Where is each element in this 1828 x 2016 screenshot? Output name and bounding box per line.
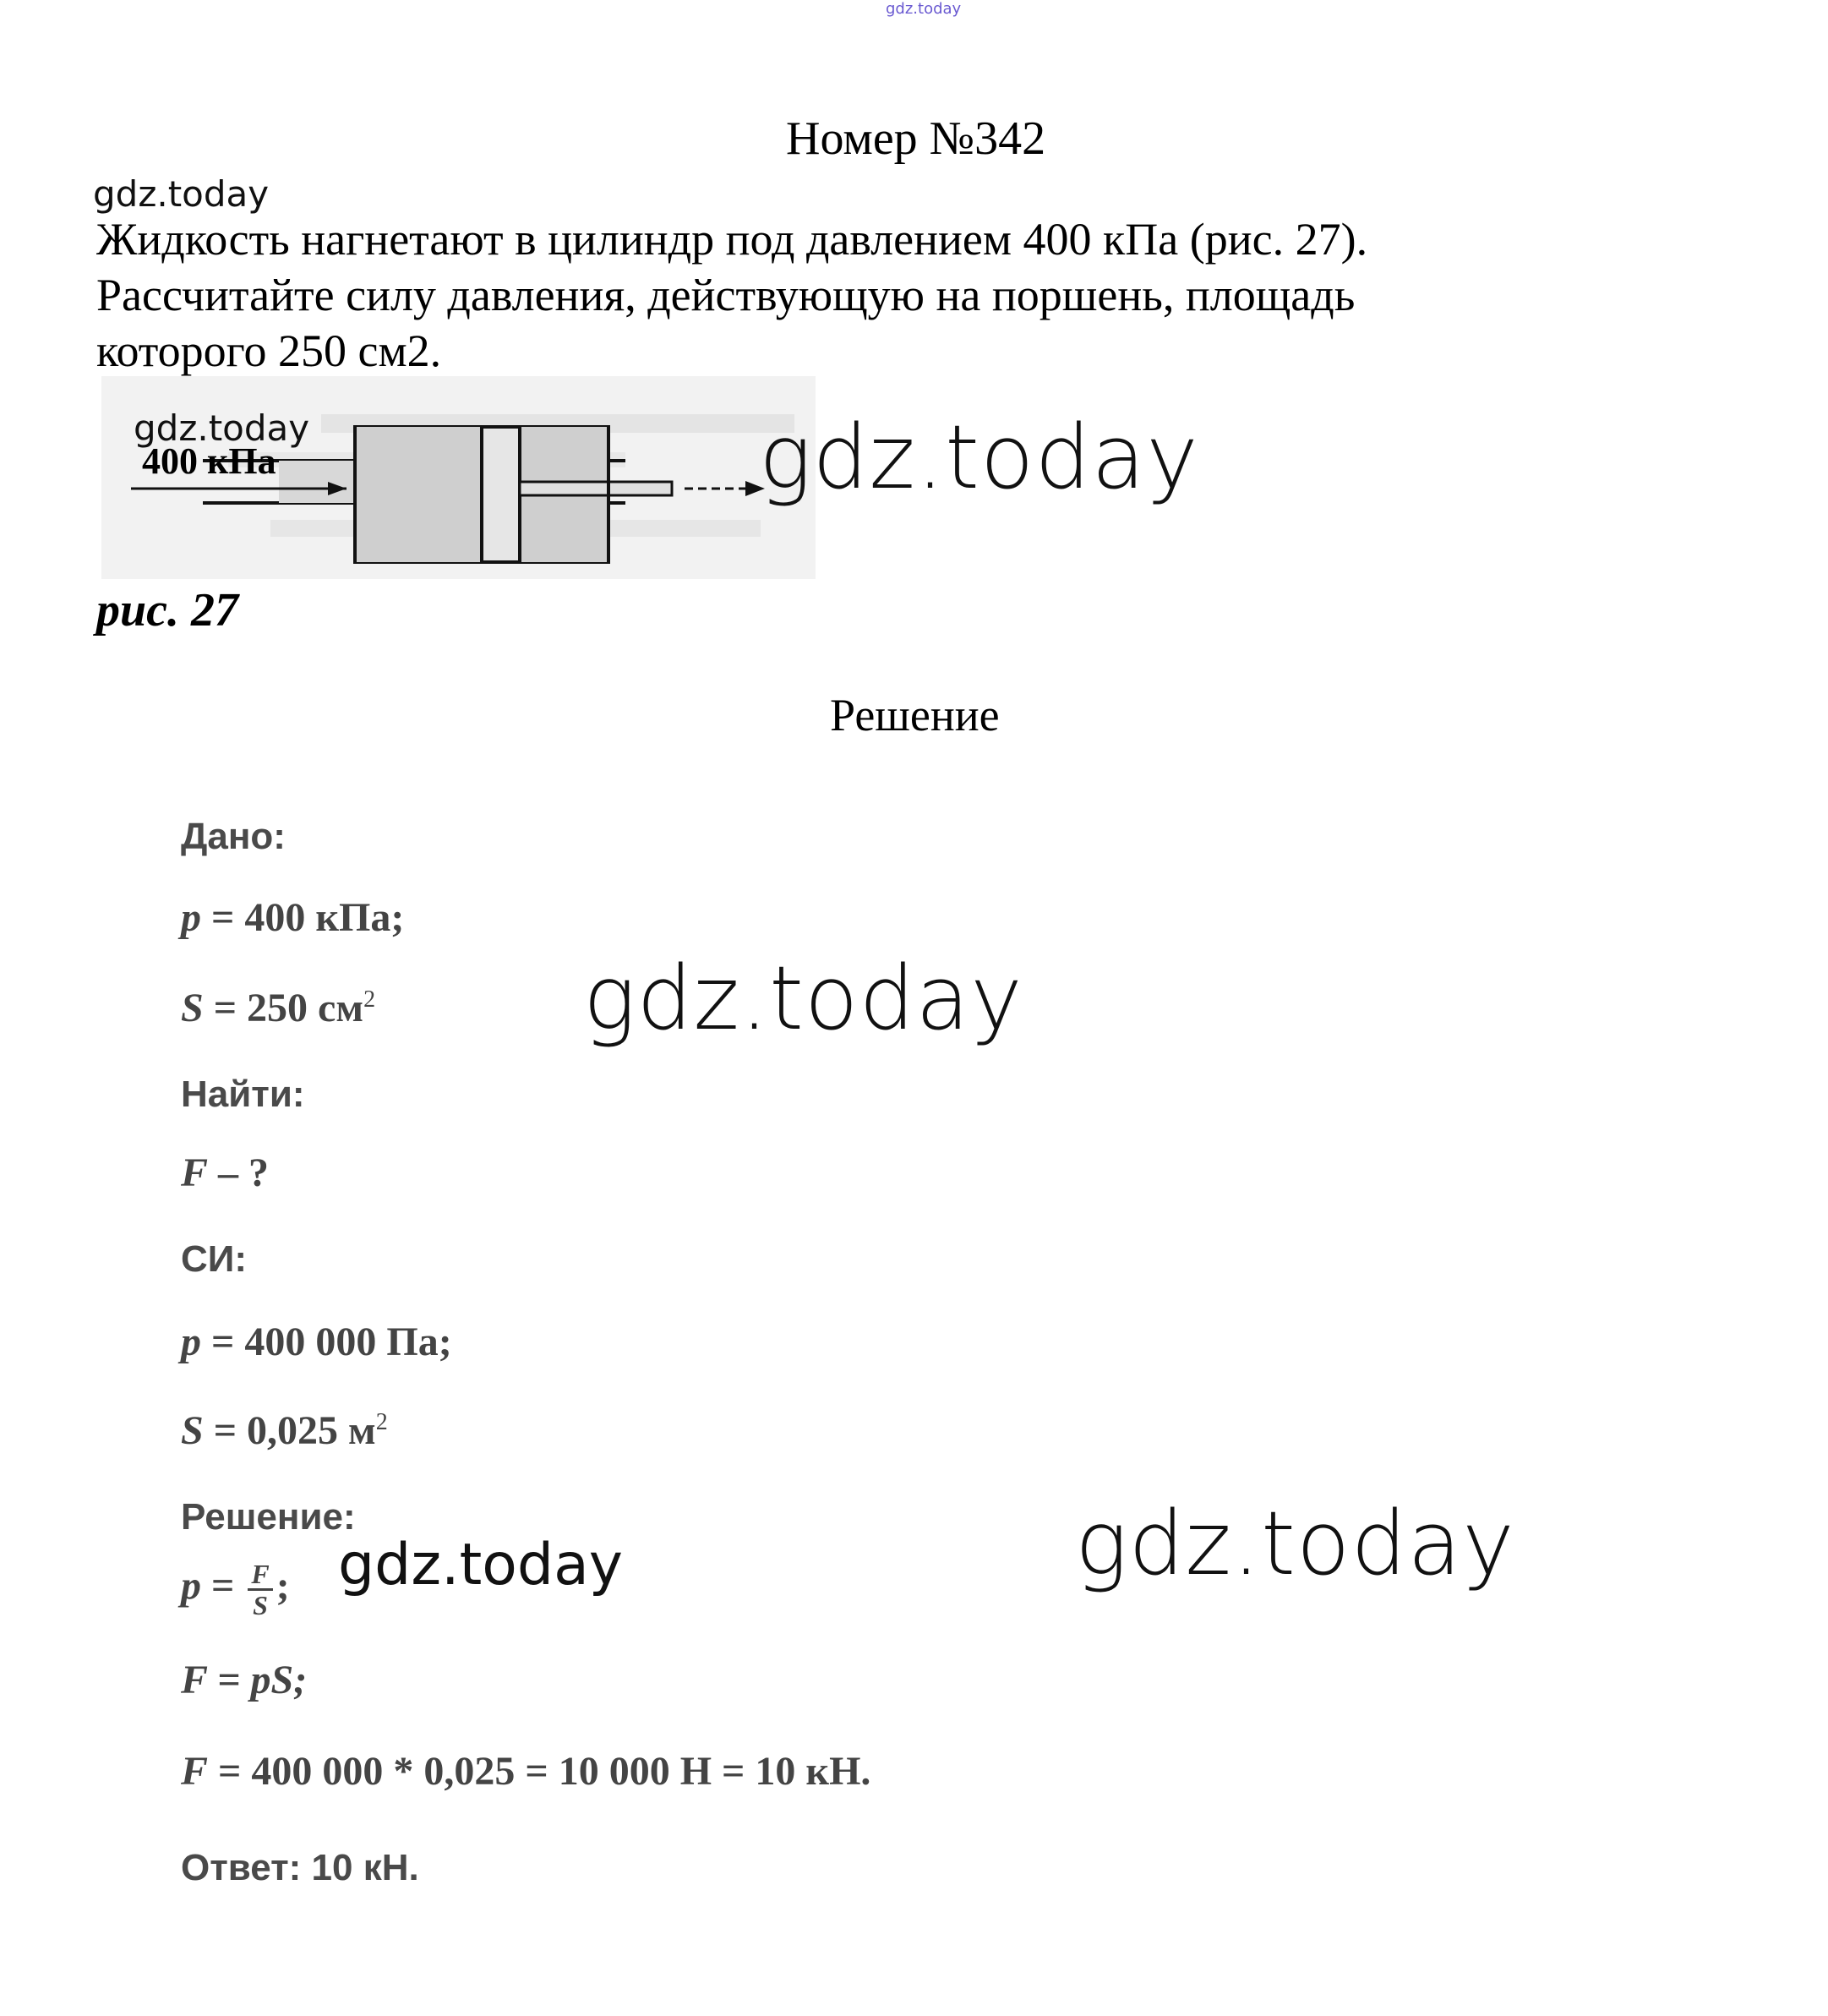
given-label: Дано:: [181, 816, 286, 857]
fraction-denominator: S: [253, 1590, 268, 1620]
calc-value: = 400 000 * 0,025 = 10 000 Н = 10 кН.: [208, 1749, 871, 1794]
si-p-value: = 400 000 Па;: [201, 1319, 452, 1364]
problem-text: [96, 211, 1584, 379]
watermark-problem: gdz.today: [93, 173, 270, 215]
si-s: [181, 1407, 388, 1454]
watermark-top: gdz.today: [886, 0, 962, 18]
problem-line-1: Жидкость нагнетают в цилиндр под давлением 400 кПа (рис. 27).: [96, 214, 1368, 265]
formula-pressure: [181, 1560, 290, 1620]
var-p: p: [181, 895, 201, 940]
si-var-p: p: [181, 1319, 201, 1364]
formula-equals: =: [201, 1563, 245, 1609]
find-f: [181, 1150, 269, 1196]
fraction-numerator: F: [248, 1560, 272, 1591]
si-s-exponent: 2: [375, 1409, 388, 1435]
problem-line-2: Рассчитайте силу давления, действующую на поршень, площадь: [96, 270, 1356, 320]
given-s: [181, 985, 375, 1031]
pressure-label: 400 кПа: [142, 440, 276, 482]
given-p: [181, 894, 404, 941]
watermark-solution: gdz.today: [583, 947, 1023, 1050]
fraction-f-over-s: [248, 1560, 272, 1620]
var-f: F: [181, 1150, 209, 1195]
si-s-value: = 0,025 м: [203, 1408, 376, 1453]
si-var-s: S: [181, 1408, 204, 1453]
calc-var-f: F: [181, 1749, 209, 1794]
given-s-value: = 250 см: [203, 986, 364, 1030]
figure-caption: рис. 27: [96, 584, 238, 636]
si-label: СИ:: [181, 1238, 248, 1280]
calculation: [181, 1748, 870, 1795]
watermark-formula: gdz.today: [338, 1532, 623, 1598]
formula-force: F = pS;: [181, 1658, 308, 1702]
given-s-exponent: 2: [363, 986, 376, 1013]
var-s: S: [181, 986, 204, 1030]
given-p-value: = 400 кПа;: [201, 895, 405, 940]
solution-label: Решение:: [181, 1496, 356, 1538]
formula-var-p: p: [181, 1563, 201, 1609]
problem-line-3: которого 250 см2.: [96, 325, 442, 376]
watermark-figure-big: gdz.today: [759, 406, 1199, 509]
watermark-figure-small: gdz.today: [134, 407, 310, 449]
page-title: Номер №342: [786, 112, 1046, 165]
watermark-bottom-right: gdz.today: [1075, 1492, 1515, 1595]
si-p: [181, 1319, 452, 1365]
find-label: Найти:: [181, 1074, 305, 1115]
solution-heading: Решение: [830, 690, 1000, 740]
find-f-rest: – ?: [208, 1150, 270, 1195]
formula-end: ;: [276, 1563, 290, 1609]
answer: Ответ: 10 кН.: [181, 1847, 419, 1888]
